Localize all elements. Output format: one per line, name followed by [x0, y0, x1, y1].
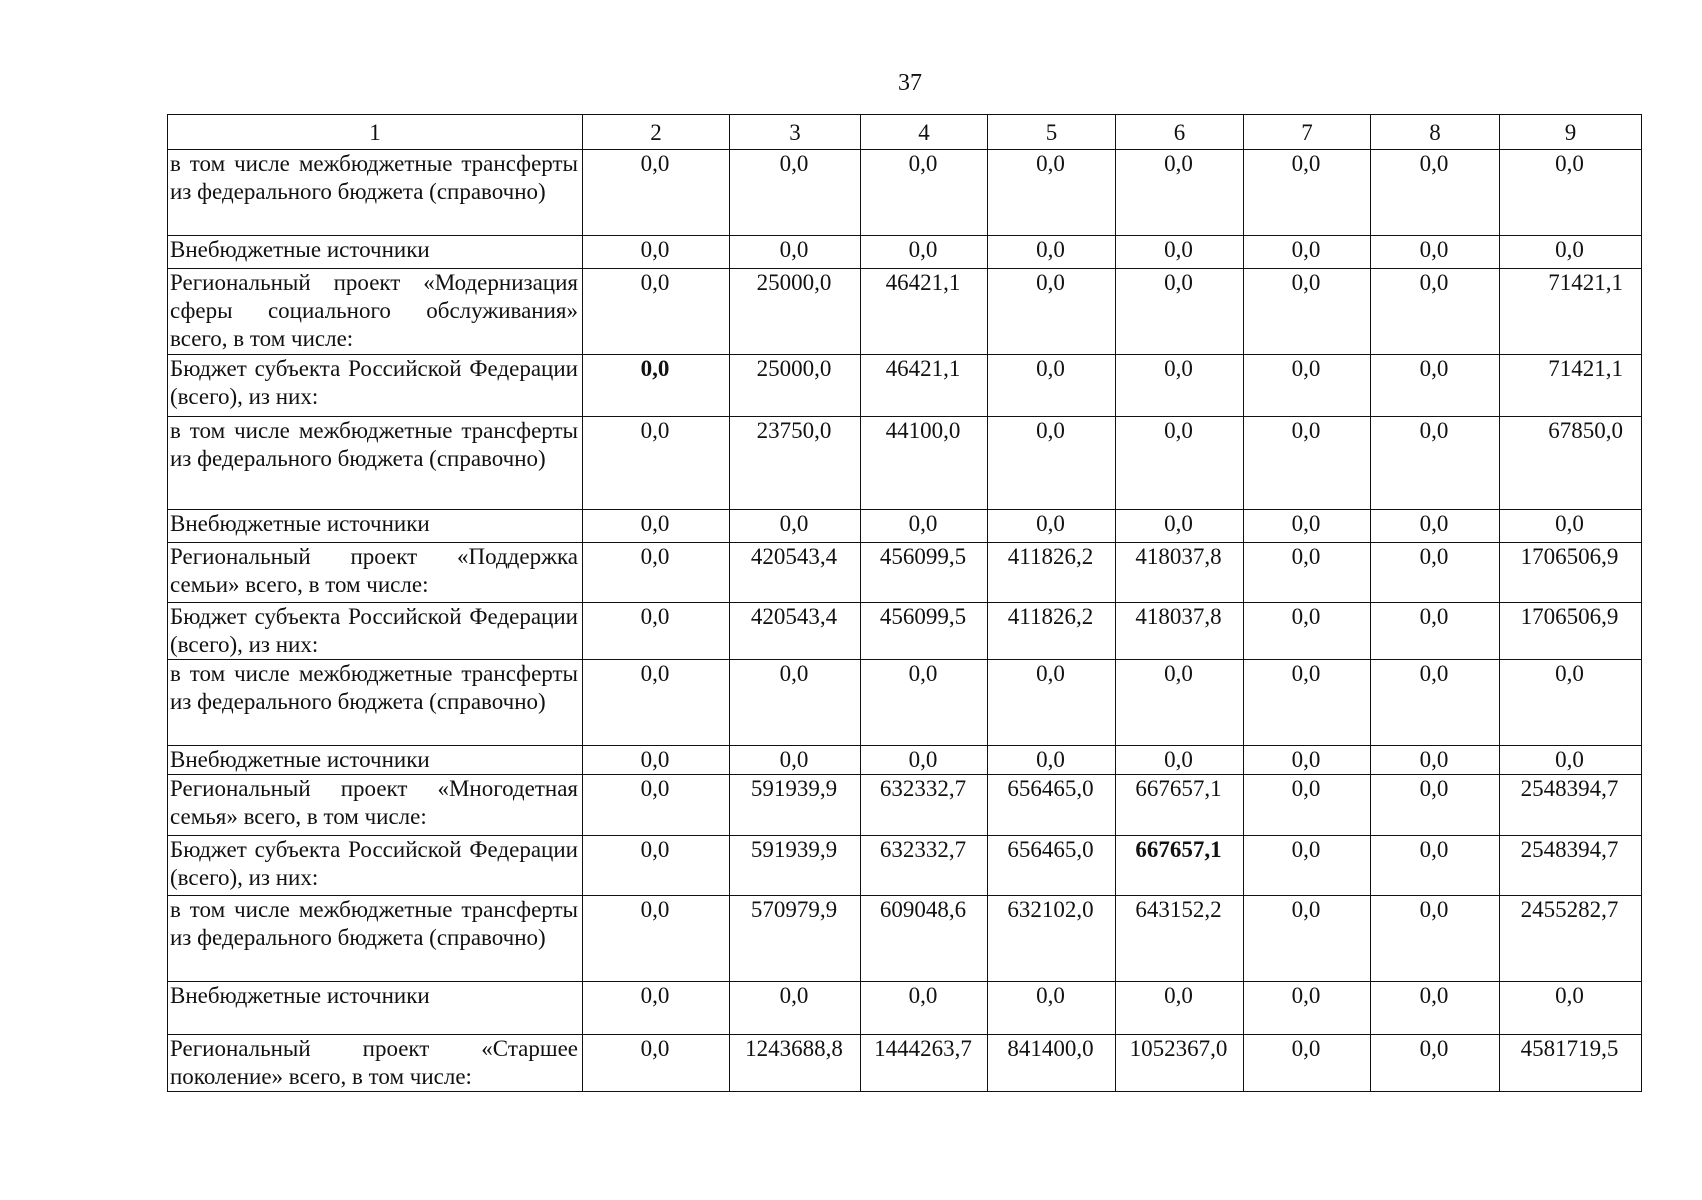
table-cell: 0,0 — [988, 660, 1116, 746]
table-cell: 0,0 — [1500, 746, 1642, 775]
row-label: Внебюджетные источники — [168, 510, 583, 543]
table-cell: 0,0 — [861, 660, 988, 746]
table-row — [168, 775, 1642, 836]
row-label: Региональный проект «Поддержка семьи» всего, в том числе: — [168, 543, 583, 603]
table-row — [168, 603, 1642, 660]
table-cell: 632102,0 — [988, 896, 1116, 982]
table-cell: 0,0 — [1371, 896, 1500, 982]
table-cell: 0,0 — [1244, 150, 1371, 236]
table-cell: 44100,0 — [861, 417, 988, 510]
table-cell: 667657,1 — [1116, 836, 1244, 896]
column-header: 3 — [730, 115, 861, 150]
table-cell: 0,0 — [583, 746, 730, 775]
table-row — [168, 269, 1642, 355]
table-cell: 0,0 — [861, 236, 988, 269]
table-cell: 25000,0 — [730, 269, 861, 355]
table-cell: 0,0 — [730, 510, 861, 543]
table-cell: 0,0 — [988, 236, 1116, 269]
table-cell: 632332,7 — [861, 775, 988, 836]
table-cell: 0,0 — [861, 150, 988, 236]
table-cell: 0,0 — [988, 150, 1116, 236]
row-label: в том числе межбюджетные трансферты из федерального бюджета (справочно) — [168, 896, 583, 982]
table-cell: 0,0 — [1244, 836, 1371, 896]
table-cell: 0,0 — [861, 510, 988, 543]
table-cell: 0,0 — [1116, 355, 1244, 417]
row-label: в том числе межбюджетные трансферты из федерального бюджета (справочно) — [168, 150, 583, 236]
row-label: Региональный проект «Модернизация сферы социального обслуживания» всего, в том числе: — [168, 269, 583, 355]
column-header: 2 — [583, 115, 730, 150]
column-header: 7 — [1244, 115, 1371, 150]
table-cell: 0,0 — [988, 355, 1116, 417]
table-cell: 0,0 — [988, 269, 1116, 355]
table-cell: 0,0 — [988, 510, 1116, 543]
table-cell: 0,0 — [1500, 510, 1642, 543]
table-cell: 0,0 — [1371, 355, 1500, 417]
table-cell: 0,0 — [1371, 603, 1500, 660]
table-cell: 0,0 — [1371, 269, 1500, 355]
table-cell: 1243688,8 — [730, 1035, 861, 1092]
table-row — [168, 660, 1642, 746]
table-cell: 411826,2 — [988, 543, 1116, 603]
table-cell: 0,0 — [988, 982, 1116, 1035]
table-cell: 0,0 — [583, 236, 730, 269]
table-cell: 0,0 — [1244, 1035, 1371, 1092]
table-cell: 456099,5 — [861, 543, 988, 603]
table-cell: 1052367,0 — [1116, 1035, 1244, 1092]
table-row — [168, 543, 1642, 603]
table-cell: 0,0 — [1116, 982, 1244, 1035]
table-cell: 71421,1 — [1500, 355, 1642, 417]
table-cell: 0,0 — [1371, 775, 1500, 836]
table-cell: 0,0 — [1371, 660, 1500, 746]
table-cell: 1706506,9 — [1500, 603, 1642, 660]
page-number: 37 — [898, 70, 922, 96]
table-cell: 0,0 — [730, 660, 861, 746]
table-row — [168, 150, 1642, 236]
column-header: 6 — [1116, 115, 1244, 150]
table-cell: 0,0 — [583, 896, 730, 982]
row-label: Бюджет субъекта Российской Федерации (всего), из них: — [168, 355, 583, 417]
table-cell: 0,0 — [988, 746, 1116, 775]
table-cell: 0,0 — [1244, 603, 1371, 660]
table-cell: 0,0 — [583, 775, 730, 836]
table-cell: 25000,0 — [730, 355, 861, 417]
table-cell: 0,0 — [1371, 417, 1500, 510]
table-cell: 0,0 — [583, 355, 730, 417]
table-cell: 71421,1 — [1500, 269, 1642, 355]
table-cell: 2548394,7 — [1500, 836, 1642, 896]
table-cell: 656465,0 — [988, 775, 1116, 836]
table-cell: 418037,8 — [1116, 603, 1244, 660]
table-cell: 420543,4 — [730, 603, 861, 660]
column-number-row — [168, 115, 1642, 150]
table-cell: 0,0 — [1371, 150, 1500, 236]
table-cell: 0,0 — [1116, 660, 1244, 746]
row-label: Внебюджетные источники — [168, 982, 583, 1035]
table-cell: 0,0 — [1244, 775, 1371, 836]
table-row — [168, 836, 1642, 896]
table-cell: 411826,2 — [988, 603, 1116, 660]
table-cell: 0,0 — [583, 982, 730, 1035]
table-cell: 0,0 — [1244, 236, 1371, 269]
table-cell: 0,0 — [1244, 746, 1371, 775]
table-cell: 456099,5 — [861, 603, 988, 660]
table-cell: 0,0 — [1244, 896, 1371, 982]
table-cell: 841400,0 — [988, 1035, 1116, 1092]
table-cell: 0,0 — [730, 746, 861, 775]
table-cell: 0,0 — [1371, 982, 1500, 1035]
table-cell: 0,0 — [583, 660, 730, 746]
table-cell: 0,0 — [1371, 543, 1500, 603]
table-cell: 0,0 — [1371, 510, 1500, 543]
column-header: 1 — [168, 115, 583, 150]
table-cell: 0,0 — [730, 150, 861, 236]
table-cell: 1444263,7 — [861, 1035, 988, 1092]
row-label: Бюджет субъекта Российской Федерации (всего), из них: — [168, 603, 583, 660]
table-row — [168, 746, 1642, 775]
table-cell: 0,0 — [583, 543, 730, 603]
table-cell: 0,0 — [861, 746, 988, 775]
table-row — [168, 1035, 1642, 1092]
table-cell: 570979,9 — [730, 896, 861, 982]
table-cell: 418037,8 — [1116, 543, 1244, 603]
budget-table — [167, 114, 1642, 1092]
table-cell: 0,0 — [1371, 746, 1500, 775]
table-cell: 46421,1 — [861, 269, 988, 355]
table-cell: 643152,2 — [1116, 896, 1244, 982]
table-cell: 0,0 — [1116, 746, 1244, 775]
table-cell: 0,0 — [583, 150, 730, 236]
table-cell: 0,0 — [1244, 660, 1371, 746]
table-cell: 0,0 — [583, 510, 730, 543]
table-cell: 632332,7 — [861, 836, 988, 896]
table-cell: 609048,6 — [861, 896, 988, 982]
table-cell: 0,0 — [583, 836, 730, 896]
table-cell: 667657,1 — [1116, 775, 1244, 836]
table-cell: 420543,4 — [730, 543, 861, 603]
column-header: 4 — [861, 115, 988, 150]
table-cell: 67850,0 — [1500, 417, 1642, 510]
table-cell: 0,0 — [583, 1035, 730, 1092]
table-cell: 0,0 — [583, 269, 730, 355]
table-cell: 2455282,7 — [1500, 896, 1642, 982]
table-cell: 0,0 — [730, 982, 861, 1035]
table-cell: 0,0 — [861, 982, 988, 1035]
table-row — [168, 355, 1642, 417]
table-cell: 0,0 — [1244, 982, 1371, 1035]
table-cell: 0,0 — [1371, 1035, 1500, 1092]
table-cell: 656465,0 — [988, 836, 1116, 896]
row-label: в том числе межбюджетные трансферты из федерального бюджета (справочно) — [168, 660, 583, 746]
table-cell: 0,0 — [1500, 982, 1642, 1035]
table-cell: 0,0 — [1371, 836, 1500, 896]
table-cell: 1706506,9 — [1500, 543, 1642, 603]
table-cell: 0,0 — [1244, 355, 1371, 417]
table-cell: 591939,9 — [730, 775, 861, 836]
table-cell: 0,0 — [988, 417, 1116, 510]
table-cell: 2548394,7 — [1500, 775, 1642, 836]
table-row — [168, 417, 1642, 510]
table-cell: 0,0 — [1116, 236, 1244, 269]
table-cell: 4581719,5 — [1500, 1035, 1642, 1092]
column-header: 5 — [988, 115, 1116, 150]
table-row — [168, 896, 1642, 982]
row-label: Внебюджетные источники — [168, 236, 583, 269]
table-cell: 0,0 — [1500, 150, 1642, 236]
table-cell: 23750,0 — [730, 417, 861, 510]
table-row — [168, 510, 1642, 543]
table-cell: 591939,9 — [730, 836, 861, 896]
row-label: Бюджет субъекта Российской Федерации (всего), из них: — [168, 836, 583, 896]
row-label: Внебюджетные источники — [168, 746, 583, 775]
table-cell: 46421,1 — [861, 355, 988, 417]
table-cell: 0,0 — [1244, 269, 1371, 355]
table-cell: 0,0 — [1244, 510, 1371, 543]
table-row — [168, 236, 1642, 269]
table-cell: 0,0 — [1116, 510, 1244, 543]
table-cell: 0,0 — [1244, 543, 1371, 603]
column-header: 8 — [1371, 115, 1500, 150]
table-cell: 0,0 — [1244, 417, 1371, 510]
table-row — [168, 982, 1642, 1035]
table-cell: 0,0 — [583, 417, 730, 510]
column-header: 9 — [1500, 115, 1642, 150]
table-cell: 0,0 — [730, 236, 861, 269]
table-cell: 0,0 — [1116, 417, 1244, 510]
table-cell: 0,0 — [583, 603, 730, 660]
table-cell: 0,0 — [1371, 236, 1500, 269]
table-cell: 0,0 — [1116, 150, 1244, 236]
row-label: Региональный проект «Старшее поколение» всего, в том числе: — [168, 1035, 583, 1092]
row-label: в том числе межбюджетные трансферты из федерального бюджета (справочно) — [168, 417, 583, 510]
row-label: Региональный проект «Многодетная семья» всего, в том числе: — [168, 775, 583, 836]
table-cell: 0,0 — [1500, 236, 1642, 269]
table-cell: 0,0 — [1116, 269, 1244, 355]
table-cell: 0,0 — [1500, 660, 1642, 746]
